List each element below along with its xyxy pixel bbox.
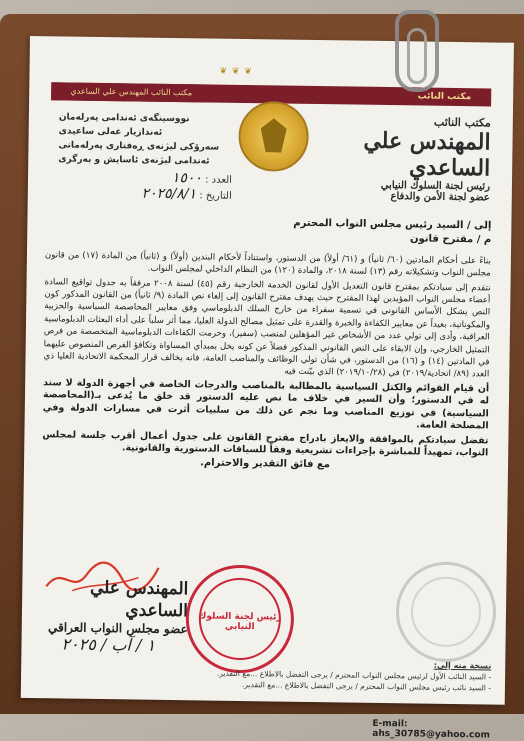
signatory-name: المهندس علي الساعدي — [89, 577, 189, 622]
embossed-seal-inner-ring — [411, 576, 482, 647]
header-banner-left: مكتب النائب المهندس علي الساعدي — [51, 82, 211, 102]
seal-text: رئيس لجنة السلوك النيابي — [198, 611, 282, 633]
eagle-icon — [260, 118, 286, 152]
issue-number-value: ١٥٠٠ — [171, 169, 203, 187]
issue-number-block — [62, 168, 232, 202]
header-kurdish-block — [58, 110, 239, 169]
letter-paragraph-3: أن قيام القوائم والكتل السياسية بالمطالبة بالمناصب والدرجات الخاصة في أجهزة الدولة لا سند له في الدستور؛ وأن السير في خلاف ما نص عليه الدستور قد خلق ما يُدعى بـ(المحاصصة السياسية) في توزيع المناصب وما نجم عن ذلك من سلبيات أثرت في مسارات الدولة وفي المصلحة العامة. — [42, 377, 490, 432]
office-title: مكتب النائب — [433, 115, 491, 130]
copies-line-1: - السيد النائب الأول لرئيس مجلس النواب المحترم / يرجى التفضل بالاطلاع ...مع التقدير. — [216, 668, 492, 682]
official-letter — [21, 36, 514, 741]
letter-paragraph-2: نتقدم إلى سيادتكم بمقترح قانون التعديل الأول لقانون الخدمة الخارجية رقم (٤٥) لسنة ٢٠٠٨ مرفقاً به جدول تواقيع السادة أعضاء مجلس النواب المؤيدين لهذا المقترح حيث يهدف مقترح القانون إلى إلغاء نص المادة (٩/ ثانياً) من القانون المذكور كون النص يشكل الأساس القانوني في تسمية سفراء من خارج السلك الدبلوماسي وفق معايير المحاصصة السياسية والحزبية والمكوناتية، بعيداً عن معايير الكفاءة والخبرة والقدرة على تمثيل مصالح الدولة العليا، مما أثر سلباً على أداء البعثات الدبلوماسية العراقية، وأدى إلى تولي عدد من الأشخاص غير المؤهلين لمنصب (سفير)، وحرمت الكفاءات الدبلوماسية المتخصصة من فرص التمثيل الخارجي، وإن الابقاء على النص القانوني المذكور فضلاً عن كونه يخل بمبدأي المساواة وتكافؤ الفرص المنصوص عليهما في المادتين (١٤) و (١٦) من الدستور، في شأن تولي الوظائف والمناصب العامة، فانه يخالف قرار المحكمة الاتحادية العليا ذي العدد (٨٩/ اتحادية/٢٠١٩) في (٢٠١٩/١٠/٢٨) الذي بيّنت فيه — [43, 276, 491, 380]
letter-body — [42, 214, 491, 474]
letter-subject: م / مقترح قانون — [409, 233, 492, 246]
issue-date-label: التاريخ : — [199, 190, 232, 202]
signature-block — [38, 576, 189, 636]
iraq-emblem-icon — [238, 101, 309, 172]
letter-paragraph-1: بناءً على أحكام المادتين (٦٠/ ثانياً) و (٦١/ أولاً) من الدستور، واستناداً لأحكام البندين (أولاً) و (ثانياً) من المادة (١٧) من قانون مجلس النواب وتشكيلاته رقم (١٣) لسنة ٢٠١٨، والمادة (١٢٠) من النظام الداخلي لمجلس النواب. — [44, 250, 491, 279]
binder-clip-inner — [407, 28, 427, 84]
mp-name: المهندس علي الساعدي — [363, 127, 491, 182]
letter-closing: مع فائق التقدير والاحترام. — [200, 457, 331, 471]
binder-clip-icon — [395, 10, 439, 92]
letter-addressee: إلى / السيد رئيس مجلس النواب المحترم — [293, 217, 492, 232]
header-left-line4: ئەندامی لیژنەی ئاسایش و بەرگری — [58, 154, 210, 167]
letter-paragraph-4: تفضل سيادتكم بالموافقة والايعاز بادراج مقترح القانون على جدول أعمال أقرب جلسة لمجلس النواب، تمهيداً للمباشرة بإجراءات تشريعية وفقاً للسياقات الدستورية والقانونية. — [42, 428, 489, 459]
issue-date-value: ٢٠٢٥/٨/١ — [141, 185, 197, 203]
embossed-seal-icon — [395, 561, 496, 662]
copies-line-2: - السيد نائب رئيس مجلس النواب المحترم / يرجى التفضل بالاطلاع ...مع التقدير. — [241, 680, 492, 693]
banner-right-text: مكتب النائب — [417, 91, 472, 103]
signatory-title: عضو مجلس النواب العراقي — [47, 620, 188, 637]
signature-date: ١ / آب / ٢٠٢٥ — [61, 634, 156, 655]
footer-email: E-mail: ahs_30785@yahoo.com — [372, 718, 491, 741]
header-left-line3: سەرۆکی لیژنەی ڕەفتاری پەرلەمانی — [58, 140, 220, 153]
committee-title-1: رئيس لجنة السلوك النيابي — [380, 179, 491, 193]
header-left-line2: ئەندازیار عەلی ساعیدی — [58, 126, 163, 138]
copies-to-block — [171, 656, 491, 693]
issue-number-label: العدد : — [205, 174, 233, 186]
gold-ornament: ❦ ❦ ❦ — [219, 66, 253, 78]
header-arabic-block — [320, 114, 491, 203]
header-left-line1: نووسینگەی ئەندامی پەرلەمان — [58, 112, 190, 125]
committee-title-2: عضو لجنة الأمن والدفاع — [390, 191, 490, 204]
copies-title: نسخة منه إلى: — [433, 660, 492, 671]
